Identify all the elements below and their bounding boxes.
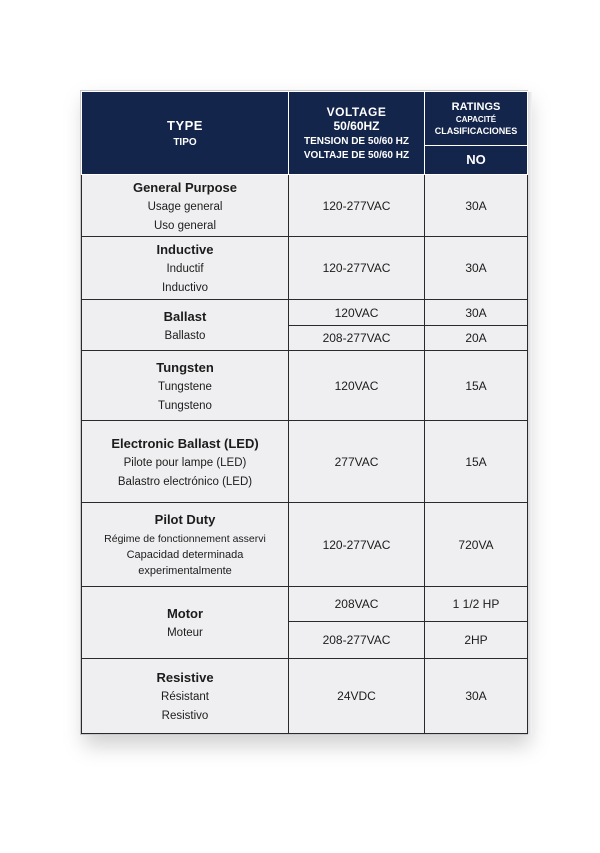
voltage-cell: 120-277VAC [289, 503, 425, 587]
table-row [82, 503, 528, 587]
table-row [82, 237, 528, 300]
box-edge [528, 92, 532, 734]
table-row [82, 659, 528, 734]
type-name: General Purpose [132, 179, 238, 195]
voltage-header-es: VOLTAJE DE 50/60 HZ [303, 150, 410, 161]
product-box-label [80, 90, 528, 735]
ratings-header-line3: CLASIFICACIONES [434, 125, 518, 136]
voltage-cell: 277VAC [289, 421, 425, 503]
ratings-header [425, 92, 528, 146]
type-name-es: Inductivo [161, 282, 209, 294]
type-name-fr: Régime de fonctionnement asservi [104, 533, 266, 545]
voltage-cell: 120-277VAC [289, 175, 425, 237]
type-name: Ballast [163, 308, 207, 324]
type-header [82, 92, 289, 175]
voltage-cell: 208VAC [289, 587, 425, 622]
type-name: Motor [166, 606, 204, 621]
type-cell [82, 421, 289, 503]
type-name: Inductive [156, 242, 214, 257]
rating-cell: 1 1/2 HP [425, 587, 528, 622]
voltage-cell: 208-277VAC [289, 326, 425, 351]
voltage-header [289, 92, 425, 175]
table-row [82, 351, 528, 421]
voltage-cell: 120VAC [289, 351, 425, 421]
type-name: Electronic Ballast (LED) [111, 435, 259, 451]
table-row [82, 587, 528, 622]
voltage-cell: 120-277VAC [289, 237, 425, 300]
rating-cell: 30A [425, 300, 528, 326]
type-name-fr: Pilote pour lampe (LED) [123, 456, 247, 469]
type-name: Tungsten [156, 359, 214, 375]
type-name-es-cont: experimentalmente [138, 565, 232, 577]
table-row [82, 421, 528, 503]
type-name-fr: Moteur [167, 627, 203, 639]
rating-cell: 30A [425, 237, 528, 300]
type-name-fr: Usage general [147, 200, 223, 213]
type-name: Pilot Duty [154, 512, 216, 527]
voltage-cell: 208-277VAC [289, 622, 425, 659]
type-name-es: Balastro electrónico (LED) [117, 475, 253, 488]
voltage-cell: 120VAC [289, 300, 425, 326]
ratings-table [81, 91, 528, 734]
type-name-es: Uso general [153, 219, 216, 232]
voltage-header-line1: VOLTAGE [326, 105, 387, 119]
voltage-header-line2: 50/60HZ [333, 119, 380, 133]
type-header-es: TIPO [173, 137, 197, 148]
rating-cell: 15A [425, 351, 528, 421]
type-name-fr: Inductif [166, 263, 204, 275]
type-name-fr: Tungstene [158, 380, 212, 393]
rating-cell: 20A [425, 326, 528, 351]
type-cell [82, 237, 289, 300]
type-header-en: TYPE [167, 118, 203, 133]
ratings-header-line1: RATINGS [451, 100, 501, 113]
rating-cell: 720VA [425, 503, 528, 587]
type-cell [82, 587, 289, 659]
type-cell [82, 175, 289, 237]
type-name: Resistive [156, 670, 214, 685]
rating-cell: 30A [425, 659, 528, 734]
type-name-fr: Ballasto [164, 329, 206, 342]
table-row [82, 300, 528, 326]
ratings-header-line2: CAPACITÉ [455, 114, 497, 124]
no-header: NO [425, 145, 528, 174]
type-cell [82, 300, 289, 351]
type-name-es: Resistivo [161, 710, 209, 722]
type-name-fr: Résistant [161, 691, 209, 703]
table-row [82, 175, 528, 237]
type-cell [82, 659, 289, 734]
type-cell [82, 351, 289, 421]
rating-cell: 30A [425, 175, 528, 237]
rating-cell: 2HP [425, 622, 528, 659]
table-header [82, 92, 528, 175]
voltage-header-fr: TENSION DE 50/60 HZ [303, 136, 410, 147]
type-name-es: Tungsteno [158, 399, 212, 412]
type-name-es: Capacidad determinada [126, 549, 244, 561]
voltage-cell: 24VDC [289, 659, 425, 734]
type-cell [82, 503, 289, 587]
rating-cell: 15A [425, 421, 528, 503]
